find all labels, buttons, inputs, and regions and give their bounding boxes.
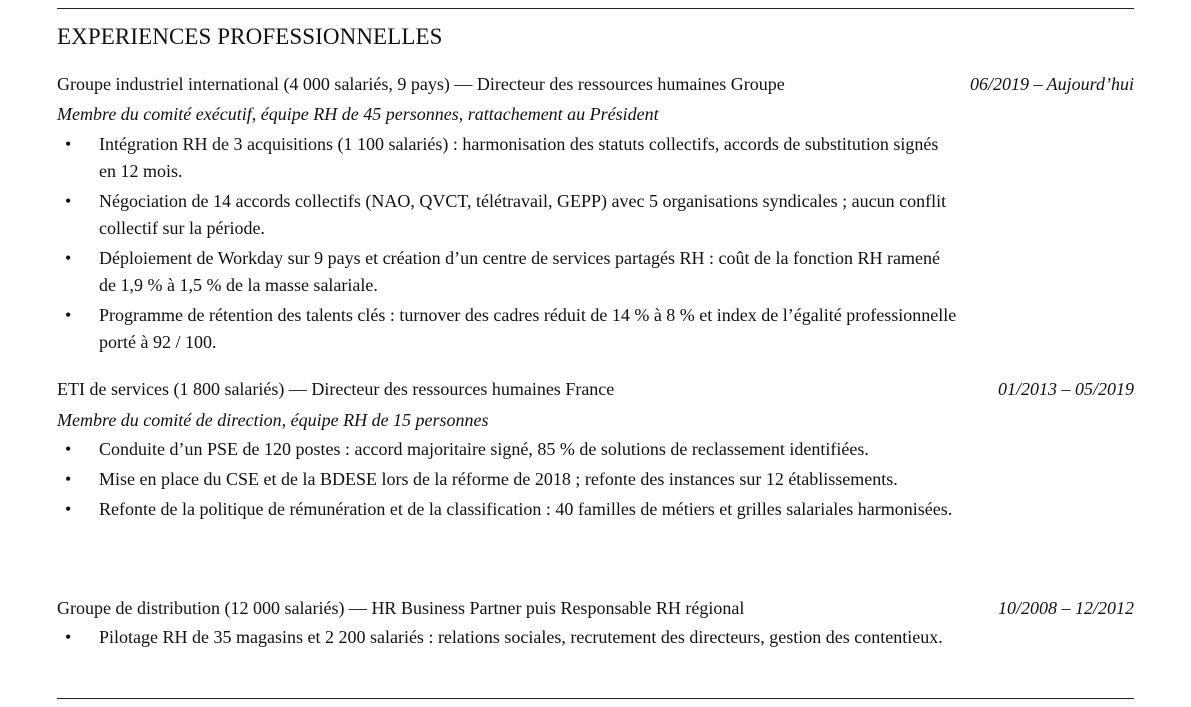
list-item: • Intégration RH de 3 acquisitions (1 100 salariés) : harmonisation des statuts collectifs, accords de substitution signés en 12 mois. xyxy=(57,131,957,185)
job-dates-1: 06/2019 – Aujourd’hui xyxy=(969,74,1134,94)
bullet-icon: • xyxy=(65,305,72,325)
bullet-icon: • xyxy=(65,439,72,459)
list-item: • Refonte de la politique de rémunération et de la classification : 40 familles de métiers et grilles salariales harmonisées. xyxy=(57,496,957,523)
job-dates-2: 01/2013 – 05/2019 xyxy=(997,379,1134,399)
job-subtitle-1: Membre du comité exécutif, équipe RH de 45 personnes, rattachement au Président xyxy=(57,104,659,124)
bullet-icon: • xyxy=(65,134,72,154)
list-item: • Conduite d’un PSE de 120 postes : accord majoritaire signé, 85 % de solutions de reclassement identifiées. xyxy=(57,436,957,463)
bullet-icon: • xyxy=(65,191,72,211)
list-item: • Négociation de 14 accords collectifs (NAO, QVCT, télétravail, GEPP) avec 5 organisations syndicales ; aucun conflit collectif sur la période. xyxy=(57,188,957,242)
list-item: • Pilotage RH de 35 magasins et 2 200 salariés : relations sociales, recrutement des directeurs, gestion des contentieux. xyxy=(57,624,957,651)
job-bullets-3 xyxy=(57,624,957,654)
section-title: EXPERIENCES PROFESSIONNELLES xyxy=(57,24,443,49)
job-title-1: Groupe industriel international (4 000 salariés, 9 pays) — Directeur des ressources humaines Groupe xyxy=(57,74,785,94)
list-item: • Programme de rétention des talents clés : turnover des cadres réduit de 14 % à 8 % et index de l’égalité professionnelle porté à 92 / 100. xyxy=(57,302,957,356)
job-title-2: ETI de services (1 800 salariés) — Directeur des ressources humaines France xyxy=(57,379,615,399)
job-dates-3: 10/2008 – 12/2012 xyxy=(997,598,1134,618)
bullet-icon: • xyxy=(65,499,72,519)
job-subtitle-2: Membre du comité de direction, équipe RH de 15 personnes xyxy=(57,410,489,430)
job-heading-1 xyxy=(57,73,1134,95)
bottom-rule xyxy=(57,698,1134,699)
list-item: • Déploiement de Workday sur 9 pays et création d’un centre de services partagés RH : coût de la fonction RH ramené de 1,9 % à 1,5 % de la masse salariale. xyxy=(57,245,957,299)
job-title-3: Groupe de distribution (12 000 salariés) — HR Business Partner puis Responsable RH régional xyxy=(57,598,745,618)
job-heading-2 xyxy=(57,378,1134,400)
list-item: • Mise en place du CSE et de la BDESE lors de la réforme de 2018 ; refonte des instances sur 12 établissements. xyxy=(57,466,957,493)
job-heading-3 xyxy=(57,597,1134,619)
job-bullets-2 xyxy=(57,436,957,526)
bullet-icon: • xyxy=(65,248,72,268)
job-bullets-1 xyxy=(57,131,957,359)
bullet-icon: • xyxy=(65,469,72,489)
top-rule xyxy=(57,8,1134,9)
bullet-icon: • xyxy=(65,627,72,647)
